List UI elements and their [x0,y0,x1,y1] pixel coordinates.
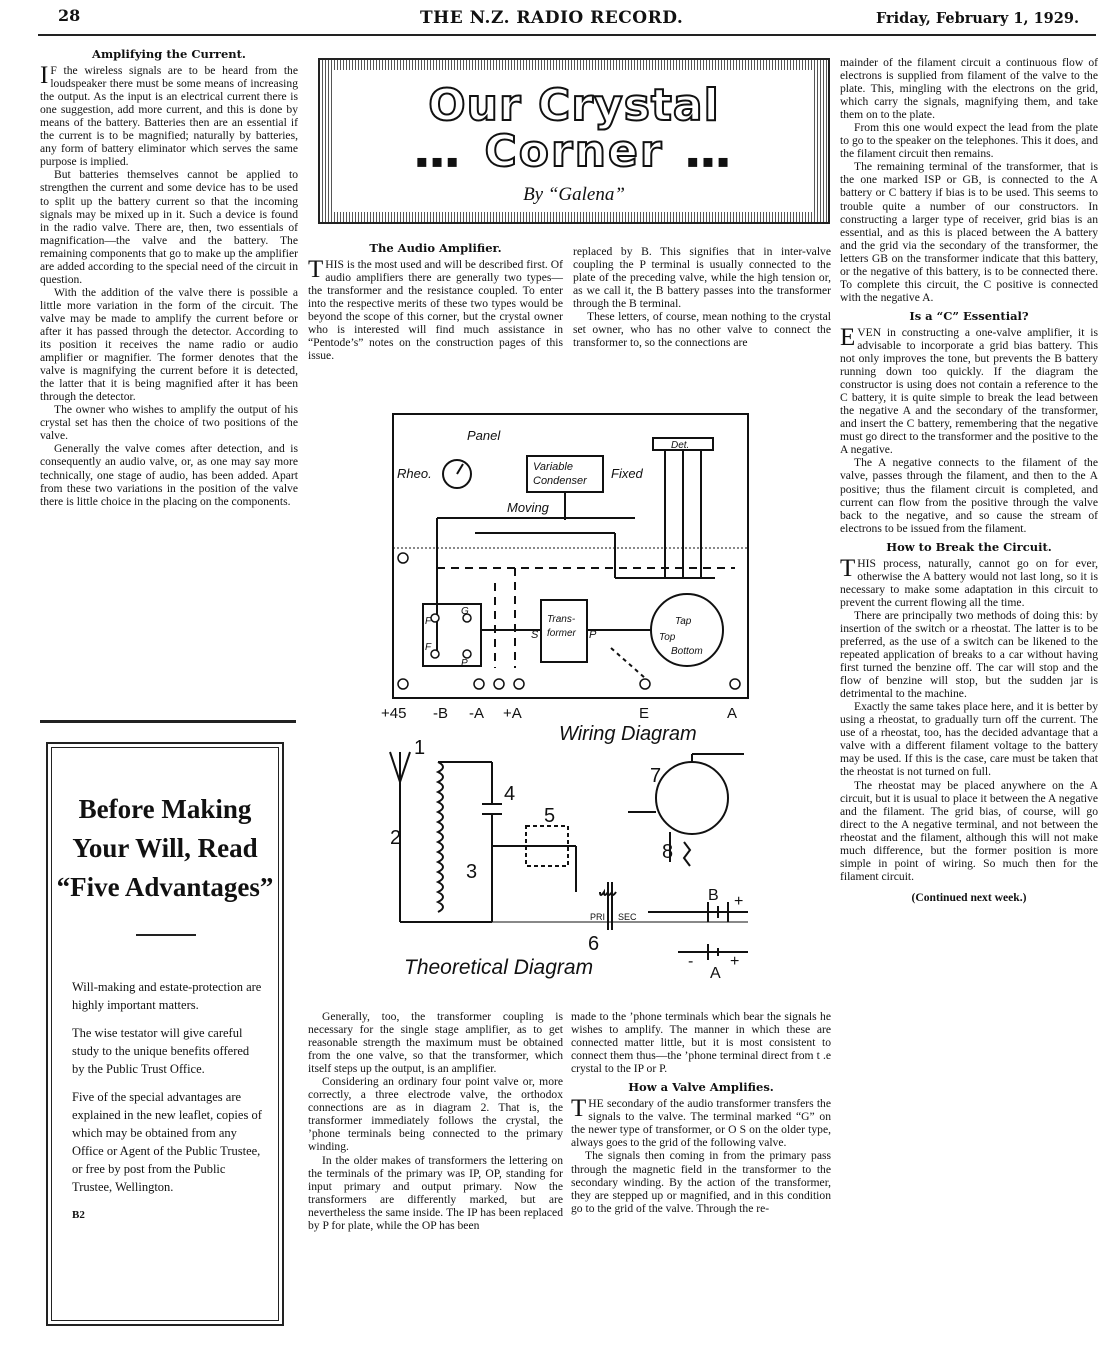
label-8: 8 [662,841,674,863]
label-trans-2: former [547,628,576,639]
col2b-para-1: Generally, too, the transformer coupling is necessary for the single stage amplifier, as to get reasonable strength the maximum must be obtained from the one valve, so that the transformer, which itself steps up the output, is an amplifier. [308,1010,563,1076]
header-rule [38,34,1096,36]
valve-icon [656,762,728,834]
label-panel: Panel [467,428,501,443]
label-fixed: Fixed [611,466,643,481]
terminal-3: -A [469,705,484,722]
label-trans-1: Trans- [547,614,576,625]
theoretical-diagram [378,737,763,992]
col4-para-9: The rheostat may be placed anywhere on the A circuit, but it is usual to place it between the A negative and the filament. The grid bias, of course, will go direct to the A negative terminal, and not between the rheostat and the filament, although this will not make much difference, but the former position is more simple in point of wiring. So much then for the filament circuit. [840,778,1098,883]
label-s: S [531,629,539,641]
column-3-bottom [571,1010,831,1215]
ad-para-3: Five of the special advantages are explained in the new leaflet, copies of which may be obtained from any Office or Agent of the Public Trustee, or free by post from the Public Trustee, Wellington. [72,1090,262,1194]
col2b-para-3: In the older makes of transformers the lettering on the terminals of the primary was IP, OP, standing for input primary and output primary. Now the transformers are differently marked, but are nevertheless the same inside. The IP has been replaced by P for plate, while the OP has been [308,1153,563,1232]
ornament-left-icon: ▪▪▪ [415,151,462,172]
col4-para-7: There are principally two methods of doing this: by insertion of the switch or a rheostat. The latter is to be preferred, as the use of a switch can be likened to the repeated application of breaks to a car without having first turned the benzine off. The car will stop and the flow of benzine will stop, but the sudden jar is detrimental to the machine. [840,608,1098,701]
label-f2: F [425,642,432,653]
column-3-top [573,245,831,349]
crystal-corner-banner [318,58,830,224]
label-det: Det. [671,440,690,451]
col4-para-2: From this one would expect the lead from the plate to go to the speaker on the telephones. This it does, and the filament circuit then remains. [840,121,1098,161]
label-sec: SEC [618,912,637,922]
column-2-top [308,240,563,362]
column-1-rule [40,720,296,723]
col2b-para-2: Considering an ordinary four point valve or, more correctly, a three electrode valve, the orthodox connections are as in diagram 2. That is, the transformer immediately follows the crystal, the ’phone terminals being connected to the primary winding. [308,1075,563,1154]
label-7: 7 [650,765,662,787]
tuning-coil [438,762,443,912]
col3-para-1: replaced by B. This signifies that in inter-valve coupling the P terminal is usually connected to the plate of the preceding valve, while the high tension or, as we call it, the B battery passes into the transformer through the B terminal. [573,245,831,311]
col4-para-3: The remaining terminal of the transformer, that is the one marked ISP or GB, is connected to the A battery or C battery if bias is to be used. This seems to trouble quite a number of our constructors. In constructing a larger type of receiver, grid bias is an essential, and as this is placed between the A battery and the grid via the secondary of the transformer, the letters GB on the transformer indicate that this battery, or the negative of this battery, is to be connected there. To complete this circuit, the C positive is connected with the negative A. [840,160,1098,304]
column-1 [40,46,298,508]
col3b-para-1: made to the ’phone terminals which bear the signals he wishes to amplify. The manner in which these are connected matter little, but it is most consistent to connect them thus—the ’phone terminal direct from t .e crystal to the IP or P. [571,1010,831,1076]
label-var-1: Variable [533,461,573,473]
terminal-5: E [639,705,650,722]
ad-divider [136,934,196,936]
dropcap: E [840,323,856,351]
dropcap: T [571,1095,587,1123]
col1-para-3: With the addition of the valve there is possible a little more variation in the form of the circuit. The valve may be made to amplify the current before or after it has passed through the detector. According to its position it receives the name radio or audio amplifier or magnifier. The former denotes that the valve is magnifying the current before it is detected, the latter that it is being magnified after it has been through the detector. [40,285,298,404]
ad-headline-1: Before Making [78,794,252,824]
dropcap: T [840,554,856,582]
col1-para-4: The owner who wishes to amplify the output of his crystal set has then the choice of two positions of the valve. [40,403,298,443]
label-a-plus: + [730,953,740,970]
label-a: A [710,965,721,982]
label-tp: P [589,629,597,641]
dropcap: I [40,62,49,90]
col4-para-1: mainder of the filament circuit a continuous flow of electrons is supplied from filament of the valve to the plate. This, mingling with the electrons on the grid, which carry the signals, magnifying them, and take them on to the plate. [840,56,1098,122]
heading-break-circuit: How to Break the Circuit. [886,539,1052,554]
banner-title-2: Corner [484,126,664,177]
col1-para-5: Generally the valve comes after detection, and is consequently an audio valve, or, as one may say more technically, one stage of audio, has been added. Apart from these two variations in the position of the valve there is little choice in the placing on the components. [40,442,298,508]
label-b-plus: + [734,893,744,910]
label-bottom: Bottom [671,646,703,657]
continued-note: (Continued next week.) [911,890,1027,904]
label-pri: PRI [590,912,606,922]
label-var-2: Condenser [533,475,587,487]
terminal-2: -B [433,705,448,722]
col1-para-1: I F the wireless signals are to be heard from the loudspeaker there must be some means of increasing the output. As the input is an electrical current there is one suggestion, add more current, and this is done by means of the battery. Batteries then are an essential if the current is to be magnified; naturally by batteries, any form of battery eliminator which serves the same purpose is implied. [40,62,298,169]
label-3: 3 [466,861,478,883]
terminal-4: +A [503,705,522,722]
issue-date: Friday, February 1, 1929. [876,10,1079,27]
ad-para-1: Will-making and estate-protection are highly important matters. [72,980,262,1012]
banner-title-1: Our Crystal [428,80,720,131]
col4-para-8: Exactly the same takes place here, and it is better by using a rheostat, to gradually turn off the current. The use of a rheostat, too, has the decided advantage that a valve with a different filament voltage to the battery may be used. If this is the case, care must be taken that the rheostat is not turned on full. [840,700,1098,779]
heading-valve-amplifies: How a Valve Amplifies. [628,1080,774,1095]
page-number: 28 [58,6,81,25]
dropcap: T [308,256,324,284]
label-tap: Tap [675,616,692,627]
ad-para-2: The wise testator will give careful study to the unique benefits offered by the Public Trust Office. [72,1026,250,1076]
public-trust-advertisement [46,742,284,1326]
label-b: B [708,887,719,904]
masthead: THE N.Z. RADIO RECORD. [420,8,684,28]
label-5: 5 [544,805,556,827]
label-g: G [461,606,469,617]
label-2: 2 [390,827,402,849]
ad-headline-3: “Five Advantages” [56,872,274,902]
heading-audio-amplifier: The Audio Amplifier. [369,241,502,255]
terminal-6: A [727,705,738,722]
label-f1: F [425,616,432,627]
heading-amplifying: Amplifying the Current. [92,47,246,61]
theoretical-diagram-caption: Theoretical Diagram [404,956,594,979]
label-moving: Moving [507,500,549,515]
label-top: Top [659,632,676,643]
ad-code: B2 [72,1209,85,1221]
column-4 [840,56,1098,904]
label-a-minus: - [688,953,694,970]
col4-para-6: THIS process, naturally, cannot go on for ever, otherwise the A battery would not last long, so it is necessary to make some adaptation in this circuit to prevent the current flowing all the time. [840,554,1098,609]
label-4: 4 [504,783,516,805]
aerial-icon [390,752,410,782]
col3b-para-3: The signals then coming in from the primary pass through the magnetic field in the transformer to the secondary winding. By the action of the transformer, they are stepped up or magnified, and in this condition go to the grid of the valve. Through the re- [571,1149,831,1215]
banner-byline: By “Galena” [523,184,625,205]
terminal-1: +45 [381,705,407,722]
ad-headline-2: Your Will, Read [72,833,258,863]
rheostat-icon [684,842,690,866]
col2-para-1: THIS is the most used and will be described first. Of audio amplifiers there are generally two types—the transformer and the resistance coupled. To enter into the respective merits of these two types would be beyond the scope of this corner, but the crystal owner who is interested will find much assistance in “Pentode’s” notes on the construction pages of this issue. [308,256,563,363]
label-rheo: Rheo. [397,466,432,481]
col3b-para-2: THE secondary of the audio transformer transfers the signals to the valve. The terminal marked “G” on the newer type of transformer, or O S on the older type, always goes to the grid of the following valve. [571,1095,831,1150]
col1-para-2: But batteries themselves cannot be applied to strengthen the current and some device has to be used to split up the battery current so that the incoming signals may be mixed up in it. Such a device is found in the radio valve. There are, then, two essentials of magnification—the valve and the battery. The remaining components that go to make up the amplifier are added according to the special need of the circuit in question. [40,168,298,286]
col4-para-5: The A negative connects to the filament of the valve, passes through the filament, and then to the A positive; thus the filament circuit is completed, and current can flow from the positive through the valve back to the negative, and so cause the stream of electrons to be issued from the filament. [840,456,1098,535]
ornament-right-icon: ▪▪▪ [686,151,733,172]
col3-para-2: These letters, of course, mean nothing to the crystal set owner, who has no other valve to connect the transformer to, so the connections are [573,310,831,350]
wiring-diagram [375,408,760,748]
heading-c-essential: Is a “C” Essential? [909,308,1029,323]
wiring-diagram-caption: Wiring Diagram [559,723,697,745]
column-2-bottom [308,1010,563,1232]
label-p: P [461,658,468,669]
label-1: 1 [414,737,426,759]
label-6: 6 [588,933,600,955]
col4-para-4: EVEN in constructing a one-valve amplifier, it is advisable to incorporate a grid bias battery. This not only improves the tone, but prevents the B battery running down too quickly. If the diagram the constructor is using does not contain a reference to the C battery, it is quite simple to break the lead between the negative A and the secondary of the transformer, and insert the C battery, remembering that the negative must go direct to the transformer and the positive to the A negative. [840,323,1098,457]
